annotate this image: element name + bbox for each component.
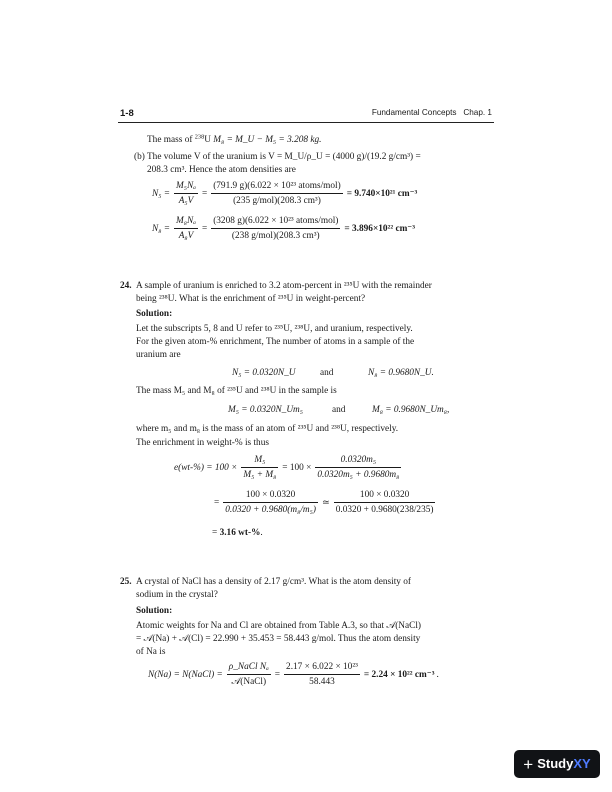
n5-fraction-numeric: $\frac{\text{(791.9 g)(6.022 × 10²³ atoms/mol)}}{\text{(235 g/mol)(208.3 cm³)}}$ [213, 181, 341, 207]
problem-25-solution-line1: Atomic weights for Na and Cl are obtained from Table A.3, so that 𝒜(NaCl) [136, 621, 422, 631]
badge-study-text: Study [537, 756, 574, 772]
problem-24-solution-label: Solution: [136, 309, 173, 319]
running-header [372, 108, 492, 119]
n8-result: = 3.896×10²² cm⁻³ [344, 223, 416, 234]
studyxy-badge[interactable] [514, 750, 600, 778]
sodium-atom-density-equation: N(Na) = N(NaCl) = $\frac{\text{ρ\_NaCl Nₐ}}{\text{𝒜(NaCl)}}$ = $\frac{\text{2.17 × 6.022 × 10²³}}{58.443}$ = 2.24 × 10²² cm⁻³ . [148, 662, 439, 688]
chapter-label: Chap. 1 [463, 108, 492, 117]
problem-24-solution-line5: where m₅ and m₈ is the mass of an atom of ²³⁵U and ²³⁸U, respectively. [136, 424, 399, 434]
part-a-text-b: U [204, 135, 214, 145]
running-title: Fundamental Concepts [371, 108, 457, 117]
atom-density-n8-equation: N₈ = $\frac{\text{M₈Nₐ}}{\text{A₈V}}$ = $\frac{\text{(3208 g)(6.022 × 10²³ atoms/mol)}}{\text{(238 g/mol)(208.3 cm³)}}$ = 3.896×10²² cm⁻³ [152, 216, 416, 242]
n5-atoms-equation: N₅ = 0.0320N_U [232, 368, 296, 378]
part-b-line1: The volume V of the uranium is V = M_U/ρ_U = (4000 g)/(19.2 g/cm³) = [147, 152, 421, 162]
weight-percent-result: = 3.16 wt-%. [212, 528, 263, 538]
part-a-text: The mass of [147, 135, 195, 145]
problem-24-solution-line6: The enrichment in weight-% is thus [136, 438, 269, 448]
problem-25-solution-label: Solution: [136, 606, 173, 616]
m5-mass-equation: M₅ = 0.0320N_Um₅ [228, 405, 303, 415]
problem-24-solution-line2: For the given atom-% enrichment, The number of atoms in a sample of the [136, 337, 415, 347]
problem-24-question-line2: being ²³⁸U. What is the enrichment of ²³⁵U in weight-percent? [136, 294, 366, 304]
header-rule [118, 122, 494, 123]
badge-xy-text: XY [573, 756, 591, 772]
problem-25-number: 25. [120, 577, 132, 587]
problem-25-question-line1: A crystal of NaCl has a density of 2.17 g/cm³. What is the atom density of [136, 577, 412, 587]
problem-24-solution-line3: uranium are [136, 350, 181, 360]
m8-mass-equation: M₈ = 0.9680N_Um₈, [372, 405, 450, 415]
part-b-label: (b) [134, 152, 145, 162]
sodium-density-result: = 2.24 × 10²² cm⁻³ [363, 669, 435, 680]
part-a-sup: 238 [194, 133, 205, 141]
part-a-expression: M₈ = M_U − M₅ = 3.208 kg. [213, 135, 322, 145]
weight-percent-value: 3.16 wt-% [219, 528, 261, 538]
weight-percent-equation-1: e(wt-%) = 100 × $\frac{\text{M₅}}{\text{M₅ + M₈}}$ = 100 × $\frac{\text{0.0320m₅}}{\text{0.0320m₅ + 0.9680m₈}}$ [174, 455, 400, 481]
n8-atoms-equation: N₈ = 0.9680N_U. [368, 368, 434, 378]
weight-percent-equation-2: = $\frac{100 \times 0.0320}{\text{0.0320 + 0.9680(m₈/m₅)}}$ ≃ $\frac{100 \times 0.0320}{0.0320 + 0.9680(238/235)}$ [214, 490, 434, 516]
part-b-line2: 208.3 cm³. Hence the atom densities are [147, 165, 296, 175]
problem-24-solution-line1: Let the subscripts 5, 8 and U refer to ²³⁵U, ²³⁸U, and uranium, respectively. [136, 324, 413, 334]
n5-fraction-symbolic: $\frac{\text{M₅Nₐ}}{\text{A₅V}}$ [176, 181, 196, 207]
n8-fraction-symbolic: $\frac{\text{M₈Nₐ}}{\text{A₈V}}$ [176, 216, 196, 242]
part-a-mass-line [147, 134, 321, 146]
problem-25-question-line2: sodium in the crystal? [136, 590, 218, 600]
problem-24-number: 24. [120, 281, 132, 291]
and-word-2: and [332, 405, 346, 415]
page-number: 1-8 [120, 108, 134, 119]
problem-25-solution-line3: of Na is [136, 647, 166, 657]
problem-24-solution-line4: The mass M₅ and M₈ of ²³⁵U and ²³⁸U in the sample is [136, 386, 337, 396]
n5-result: = 9.740×10²¹ cm⁻³ [346, 188, 418, 199]
n8-lhs: N₈ = [152, 223, 171, 234]
plus-icon: + [523, 754, 534, 774]
atom-density-n5-equation: N₅ = $\frac{\text{M₅Nₐ}}{\text{A₅V}}$ = $\frac{\text{(791.9 g)(6.022 × 10²³ atoms/mol)}}{\text{(235 g/mol)(208.3 cm³)}}$ = 9.740×10²¹ cm⁻³ [152, 181, 418, 207]
problem-25-solution-line2: = 𝒜(Na) + 𝒜(Cl) = 22.990 + 35.453 = 58.443 g/mol. Thus the atom density [136, 634, 421, 644]
problem-24-question-line1: A sample of uranium is enriched to 3.2 atom-percent in ²³⁵U with the remainder [136, 281, 432, 291]
n5-lhs: N₅ = [152, 188, 171, 199]
and-word-1: and [320, 368, 334, 378]
n8-fraction-numeric: $\frac{\text{(3208 g)(6.022 × 10²³ atoms/mol)}}{\text{(238 g/mol)(208.3 cm³)}}$ [213, 216, 339, 242]
